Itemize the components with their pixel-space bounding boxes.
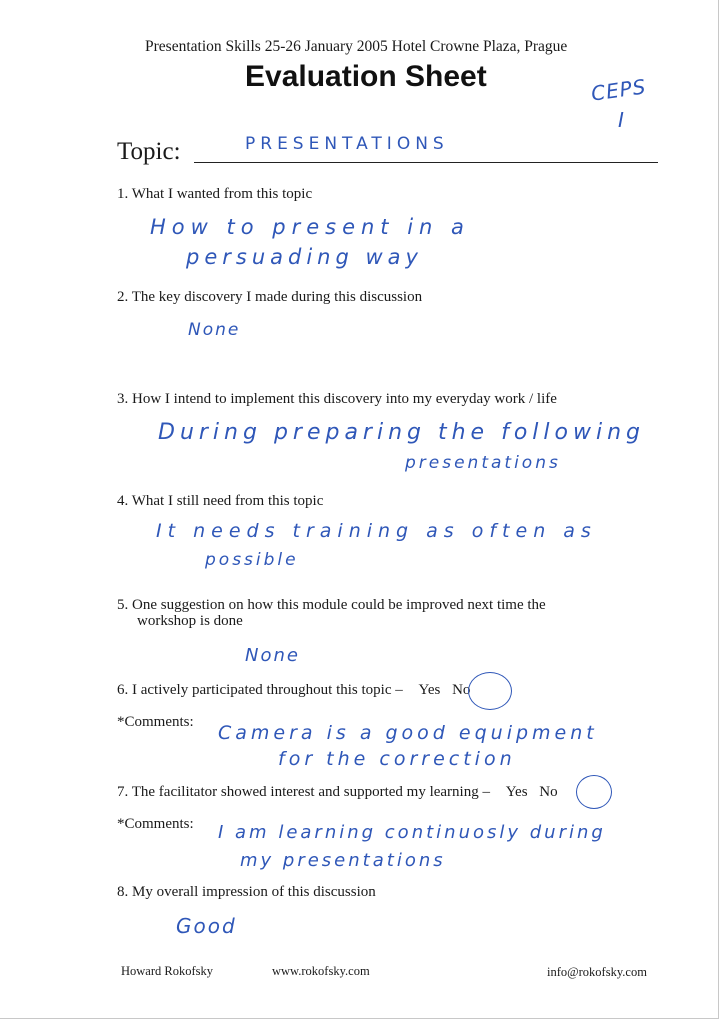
comment-7-line-2: my presentations — [240, 850, 446, 871]
question-text: How I intend to implement this discovery into my everyday work / life — [132, 391, 557, 407]
topic-value: PRESENTATIONS — [245, 134, 449, 154]
question-7 — [117, 784, 558, 801]
answer-3-line-2: presentations — [405, 453, 561, 473]
question-5 — [117, 597, 546, 614]
question-text: My overall impression of this discussion — [132, 884, 376, 900]
comments-label-6: *Comments: — [117, 714, 194, 730]
question-text: I actively participated throughout this topic – — [132, 682, 403, 698]
question-4 — [117, 493, 323, 510]
handwritten-stamp-line2: I — [618, 108, 626, 132]
question-number: 8. — [117, 884, 129, 900]
question-text: What I still need from this topic — [131, 493, 324, 509]
question-text: The facilitator showed interest and supported my learning – — [131, 784, 490, 800]
question-number: 1. — [117, 186, 129, 202]
page-title: Evaluation Sheet — [245, 60, 487, 93]
yes-selection-circle — [576, 775, 612, 809]
question-number: 7. — [117, 784, 129, 800]
question-number: 4. — [117, 493, 129, 509]
option-no: No — [452, 682, 471, 698]
comment-6-line-1: Camera is a good equipment — [218, 722, 598, 744]
footer-email: info@rokofsky.com — [547, 965, 647, 979]
answer-2: None — [188, 320, 241, 340]
question-text: One suggestion on how this module could be improved next time the — [132, 597, 546, 613]
question-2 — [117, 289, 422, 306]
question-number: 5. — [117, 597, 129, 613]
question-8 — [117, 884, 376, 901]
option-no: No — [539, 784, 558, 800]
answer-1-line-1: How to present in a — [150, 215, 470, 239]
topic-label: Topic: — [117, 138, 181, 165]
question-number: 2. — [117, 289, 129, 305]
question-text: The key discovery I made during this discussion — [131, 289, 423, 305]
handwritten-stamp-line1: CEPS — [589, 74, 648, 106]
question-6 — [117, 682, 470, 699]
yes-selection-circle — [468, 672, 512, 710]
question-1 — [117, 186, 312, 203]
answer-4-line-2: possible — [205, 550, 299, 570]
question-number: 6. — [117, 682, 129, 698]
question-text: What I wanted from this topic — [131, 186, 313, 202]
question-3 — [117, 391, 557, 408]
comment-7-line-1: I am learning continuosly during — [218, 822, 606, 843]
option-yes: Yes — [505, 784, 528, 800]
event-line: Presentation Skills 25-26 January 2005 Hotel Crowne Plaza, Prague — [145, 38, 568, 55]
footer-website: www.rokofsky.com — [272, 964, 370, 978]
answer-4-line-1: It needs training as often as — [156, 520, 597, 542]
question-number: 3. — [117, 391, 129, 407]
answer-3-line-1: During preparing the following — [158, 420, 645, 445]
comments-label-7: *Comments: — [117, 816, 194, 832]
answer-8: Good — [176, 914, 237, 938]
topic-underline — [194, 162, 658, 163]
option-yes: Yes — [418, 682, 441, 698]
answer-1-line-2: persuading way — [186, 245, 423, 269]
footer-name: Howard Rokofsky — [121, 964, 214, 978]
comment-6-line-2: for the correction — [278, 748, 516, 770]
question-5-continuation: workshop is done — [137, 613, 243, 629]
answer-5: None — [245, 645, 300, 666]
